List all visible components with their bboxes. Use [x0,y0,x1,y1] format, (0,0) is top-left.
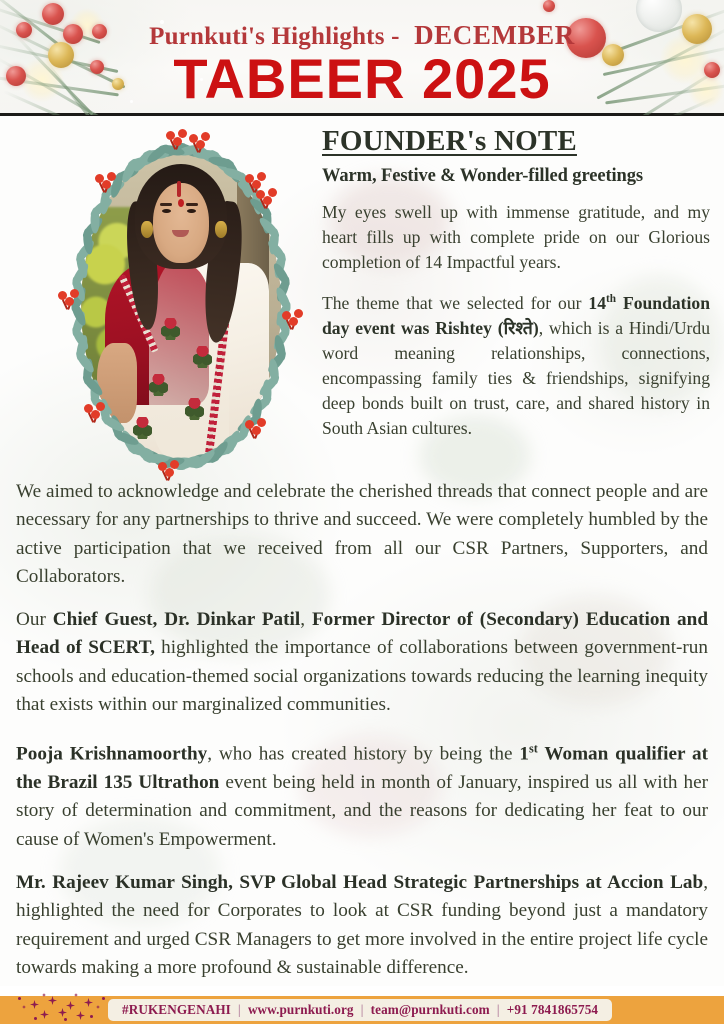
text-run: Pooja Krishnamoorthy [16,743,208,765]
footer-spacer [0,986,724,996]
text-run-bold [528,741,538,765]
p2-tail: , which is a Hindi/Urdu word meaning relationships, connections, encompassing family ties & friendships, signifying deep bonds built on trust, care, and shared history in South Asian cultures. [322,317,711,438]
portrait-image [81,152,281,460]
sparkle-decor [12,992,108,1024]
text-run: event being held in month of January, inspired us all with her story of determination and commitment, and the reasons for dedicating her feat to our cause of Women's Empowerment. [16,772,708,850]
founders-note-paragraph-1: My eyes swell up with immense gratitude, and my heart fills up with complete pride on our Glorious completion of 14 Impactful years. [322,202,710,272]
page-title: TABEER 2025 [173,47,551,110]
photo-saree-motif [193,346,212,368]
founders-note-heading: FOUNDER's NOTE [322,125,577,157]
photo-face [153,183,209,263]
photo-eye-left [162,209,171,213]
footer-website-link[interactable]: www.purnkuti.org [247,1002,354,1017]
footer-separator: | [237,1002,241,1017]
photo-saree-motif [185,398,204,420]
footer-bar [0,996,724,1024]
text-run: Chief Guest, Dr. Dinkar Patil [52,609,301,631]
footer-separator: | [496,1002,500,1017]
para-pooja [16,734,708,854]
photo-bindi [178,199,184,207]
text-run-bold [16,872,703,893]
founders-note-column [322,124,710,453]
header-subtitle-prefix: Purnkuti's Highlights - [149,23,407,50]
photo-sindoor [177,181,181,197]
text-run-bold [519,744,529,765]
photo-saree-motif [149,374,168,396]
header-month: DECEMBER [414,20,575,50]
text-run: Our [16,609,53,631]
header-banner [0,0,724,115]
text-run: , highlighted the need for Corporates to look at CSR funding beyond just a mandatory requirement and urged CSR Managers to get more involved in the entire project life cycle towards making a more profound & sustainable difference. [16,871,708,978]
photo-saree-motif [161,318,180,340]
wreath-berry-cluster [58,289,82,313]
text-run: Former Director of (Secondary) Education and Head of SCERT, [16,609,708,659]
text-run: Mr. Rajeev Kumar Singh, SVP Global Head Strategic Partnerships at Accion Lab [16,871,704,893]
photo-arm [97,343,137,423]
para-rajeev [16,869,708,982]
founder-photo [53,138,309,474]
footer-hashtag: #RUKENGENAHI [122,1002,231,1017]
text-run: st [528,741,538,756]
photo-saree-motif [133,417,152,439]
bauble-red-8 [543,0,555,12]
text-run: 1 [519,743,529,765]
p2-ordinal: 14 [588,292,607,313]
para-chief-guest [16,606,708,719]
text-run: , who has created history by being the [207,743,520,765]
p2-bold-rest: Foundation day event was Rishtey (रिश्ते) [322,292,710,338]
body-paragraphs [16,478,708,997]
p2-lead: The theme that we selected for our [322,292,589,313]
photo-eyebrow-right [186,203,198,206]
text-run: We aimed to acknowledge and celebrate the cherished threads that connect people and are necessary for any partnerships to thrive and succeed. We were completely humbled by the active participation that we received from all our CSR Partners, Supporters, and Collaborators. [16,481,708,587]
text-run-bold [53,609,300,630]
footer-email-link[interactable]: team@purnkuti.com [370,1002,490,1017]
text-run-bold [16,744,207,765]
footer-contact-pill [108,999,612,1021]
p2-ordinal-suffix: th [606,293,617,305]
footer-phone: +91 7841865754 [506,1002,599,1017]
text-run: Woman qualifier at the Brazil 135 Ultrathon [16,743,708,794]
text-run: , [300,609,312,631]
footer-separator: | [360,1002,364,1017]
photo-eye-right [187,209,196,213]
founders-note-greeting: Warm, Festive & Wonder-filled greetings [322,166,643,186]
founders-note-paragraph-2 [322,287,710,441]
photo-eyebrow-left [160,203,172,206]
para-csr-partners [16,478,708,591]
text-run: highlighted the importance of collaborations between government-run schools and education-themed social organizations towards reducing the learning inequity that exists within our marginalized communities. [16,637,708,716]
wreath-berry-cluster [282,309,306,333]
